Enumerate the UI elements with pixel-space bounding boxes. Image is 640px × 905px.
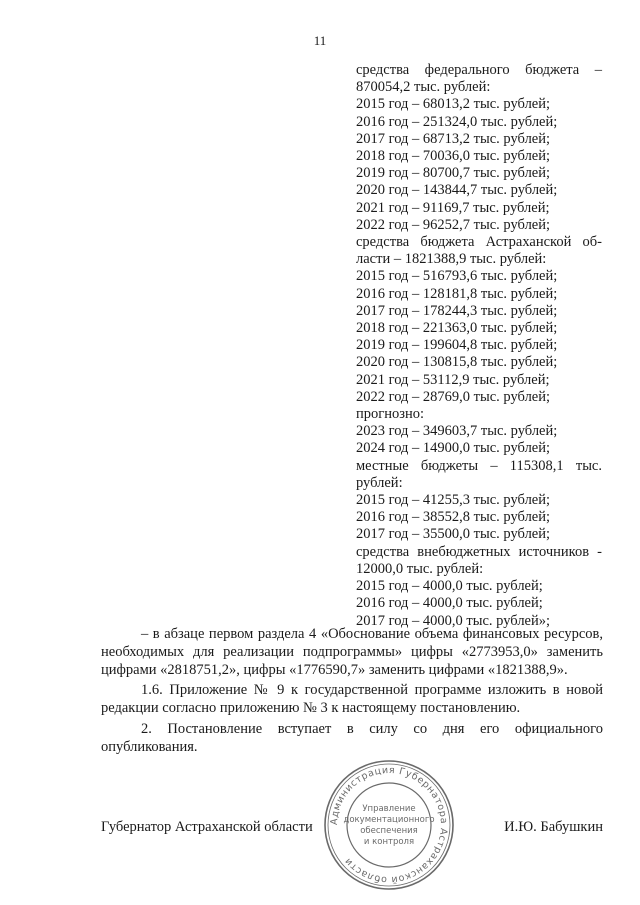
federal-budget-years	[356, 96, 602, 234]
official-stamp	[322, 758, 456, 892]
extrabudget-label: средства внебюджетных источников -	[356, 543, 602, 560]
item-1-6-paragraph: 1.6. Приложение № 9 к государственной программе изложить в новой редакции согласно приложению № 3 к настоящему постановлению.	[101, 682, 603, 717]
federal-year-line: 2016 год – 251324,0 тыс. рублей;	[356, 113, 558, 130]
regional-year-line: 2018 год – 221363,0 тыс. рублей;	[356, 320, 558, 337]
page-number: 11	[313, 33, 327, 48]
stamp-seal-icon	[322, 758, 456, 892]
signer-position: Губернатор Астраханской области	[101, 819, 313, 835]
local-year-line: 2016 год – 38552,8 тыс. рублей;	[356, 509, 551, 526]
main-text	[101, 626, 603, 757]
stamp-inner-line: и контроля	[363, 837, 415, 847]
extrabudget-total: 12000,0 тыс. рублей:	[356, 560, 484, 577]
regional-year-line: 2019 год – 199604,8 тыс. рублей;	[356, 337, 558, 354]
regional-year-line: 2020 год – 130815,8 тыс. рублей;	[356, 354, 558, 371]
extrabudget-year-line: 2015 год – 4000,0 тыс. рублей;	[356, 578, 543, 595]
svg-text:Администрация Губернатора Астр: Администрация Губернатора Астраханской области	[328, 764, 450, 886]
federal-budget-total: 870054,2 тыс. рублей:	[356, 79, 491, 96]
extrabudget-years	[356, 578, 602, 630]
local-budget-label: местные бюджеты – 115308,1 тыс.	[356, 457, 602, 474]
regional-year-line: 2021 год – 53112,9 тыс. рублей;	[356, 371, 550, 388]
stamp-inner-line: обеспечения	[360, 826, 418, 836]
federal-year-line: 2020 год – 143844,7 тыс. рублей;	[356, 182, 558, 199]
federal-year-line: 2018 год – 70036,0 тыс. рублей;	[356, 148, 551, 165]
stamp-inner-line: документационного	[343, 815, 435, 825]
regional-budget-total: ласти – 1821388,9 тыс. рублей:	[356, 251, 547, 268]
forecast-year-line: 2023 год – 349603,7 тыс. рублей;	[356, 423, 558, 440]
forecast-years	[356, 423, 602, 457]
federal-year-line: 2021 год – 91169,7 тыс. рублей;	[356, 199, 550, 216]
local-year-line: 2015 год – 41255,3 тыс. рублей;	[356, 492, 551, 509]
federal-year-line: 2019 год – 80700,7 тыс. рублей;	[356, 165, 551, 182]
federal-budget-label: средства федерального бюджета –	[356, 62, 602, 78]
federal-year-line: 2017 год – 68713,2 тыс. рублей;	[356, 130, 551, 147]
local-year-line: 2017 год – 35500,0 тыс. рублей;	[356, 526, 551, 543]
regional-budget-years	[356, 268, 602, 406]
signer-name: И.Ю. Бабушкин	[504, 819, 603, 835]
regional-year-line: 2017 год – 178244,3 тыс. рублей;	[356, 302, 558, 319]
federal-year-line: 2015 год – 68013,2 тыс. рублей;	[356, 96, 551, 113]
local-budget-total: рублей:	[356, 474, 403, 491]
section4-change-paragraph: – в абзаце первом раздела 4 «Обоснование объема финансовых ресурсов, необходимых для реализации подпрограммы» цифры «2773953,0» заменить цифрами «2818751,2», цифры «1776590,7» заменить цифрами «1821388,9».	[101, 626, 603, 678]
local-budget-years	[356, 492, 602, 544]
funding-column	[356, 62, 602, 630]
regional-budget-label: средства бюджета Астраханской об-	[356, 234, 602, 251]
regional-year-line: 2016 год – 128181,8 тыс. рублей;	[356, 285, 558, 302]
regional-year-line: 2015 год – 516793,6 тыс. рублей;	[356, 268, 558, 285]
federal-year-line: 2022 год – 96252,7 тыс. рублей;	[356, 216, 551, 233]
forecast-year-line: 2024 год – 14900,0 тыс. рублей;	[356, 440, 551, 457]
forecast-label: прогнозно:	[356, 406, 424, 423]
extrabudget-year-line: 2016 год – 4000,0 тыс. рублей;	[356, 595, 543, 612]
stamp-inner-line: Управление	[362, 804, 416, 814]
regional-year-line: 2022 год – 28769,0 тыс. рублей;	[356, 388, 551, 405]
item-2-paragraph: 2. Постановление вступает в силу со дня его официального опубликования.	[101, 720, 603, 755]
extrabudget-year-line: 2017 год – 4000,0 тыс. рублей»;	[356, 612, 551, 629]
